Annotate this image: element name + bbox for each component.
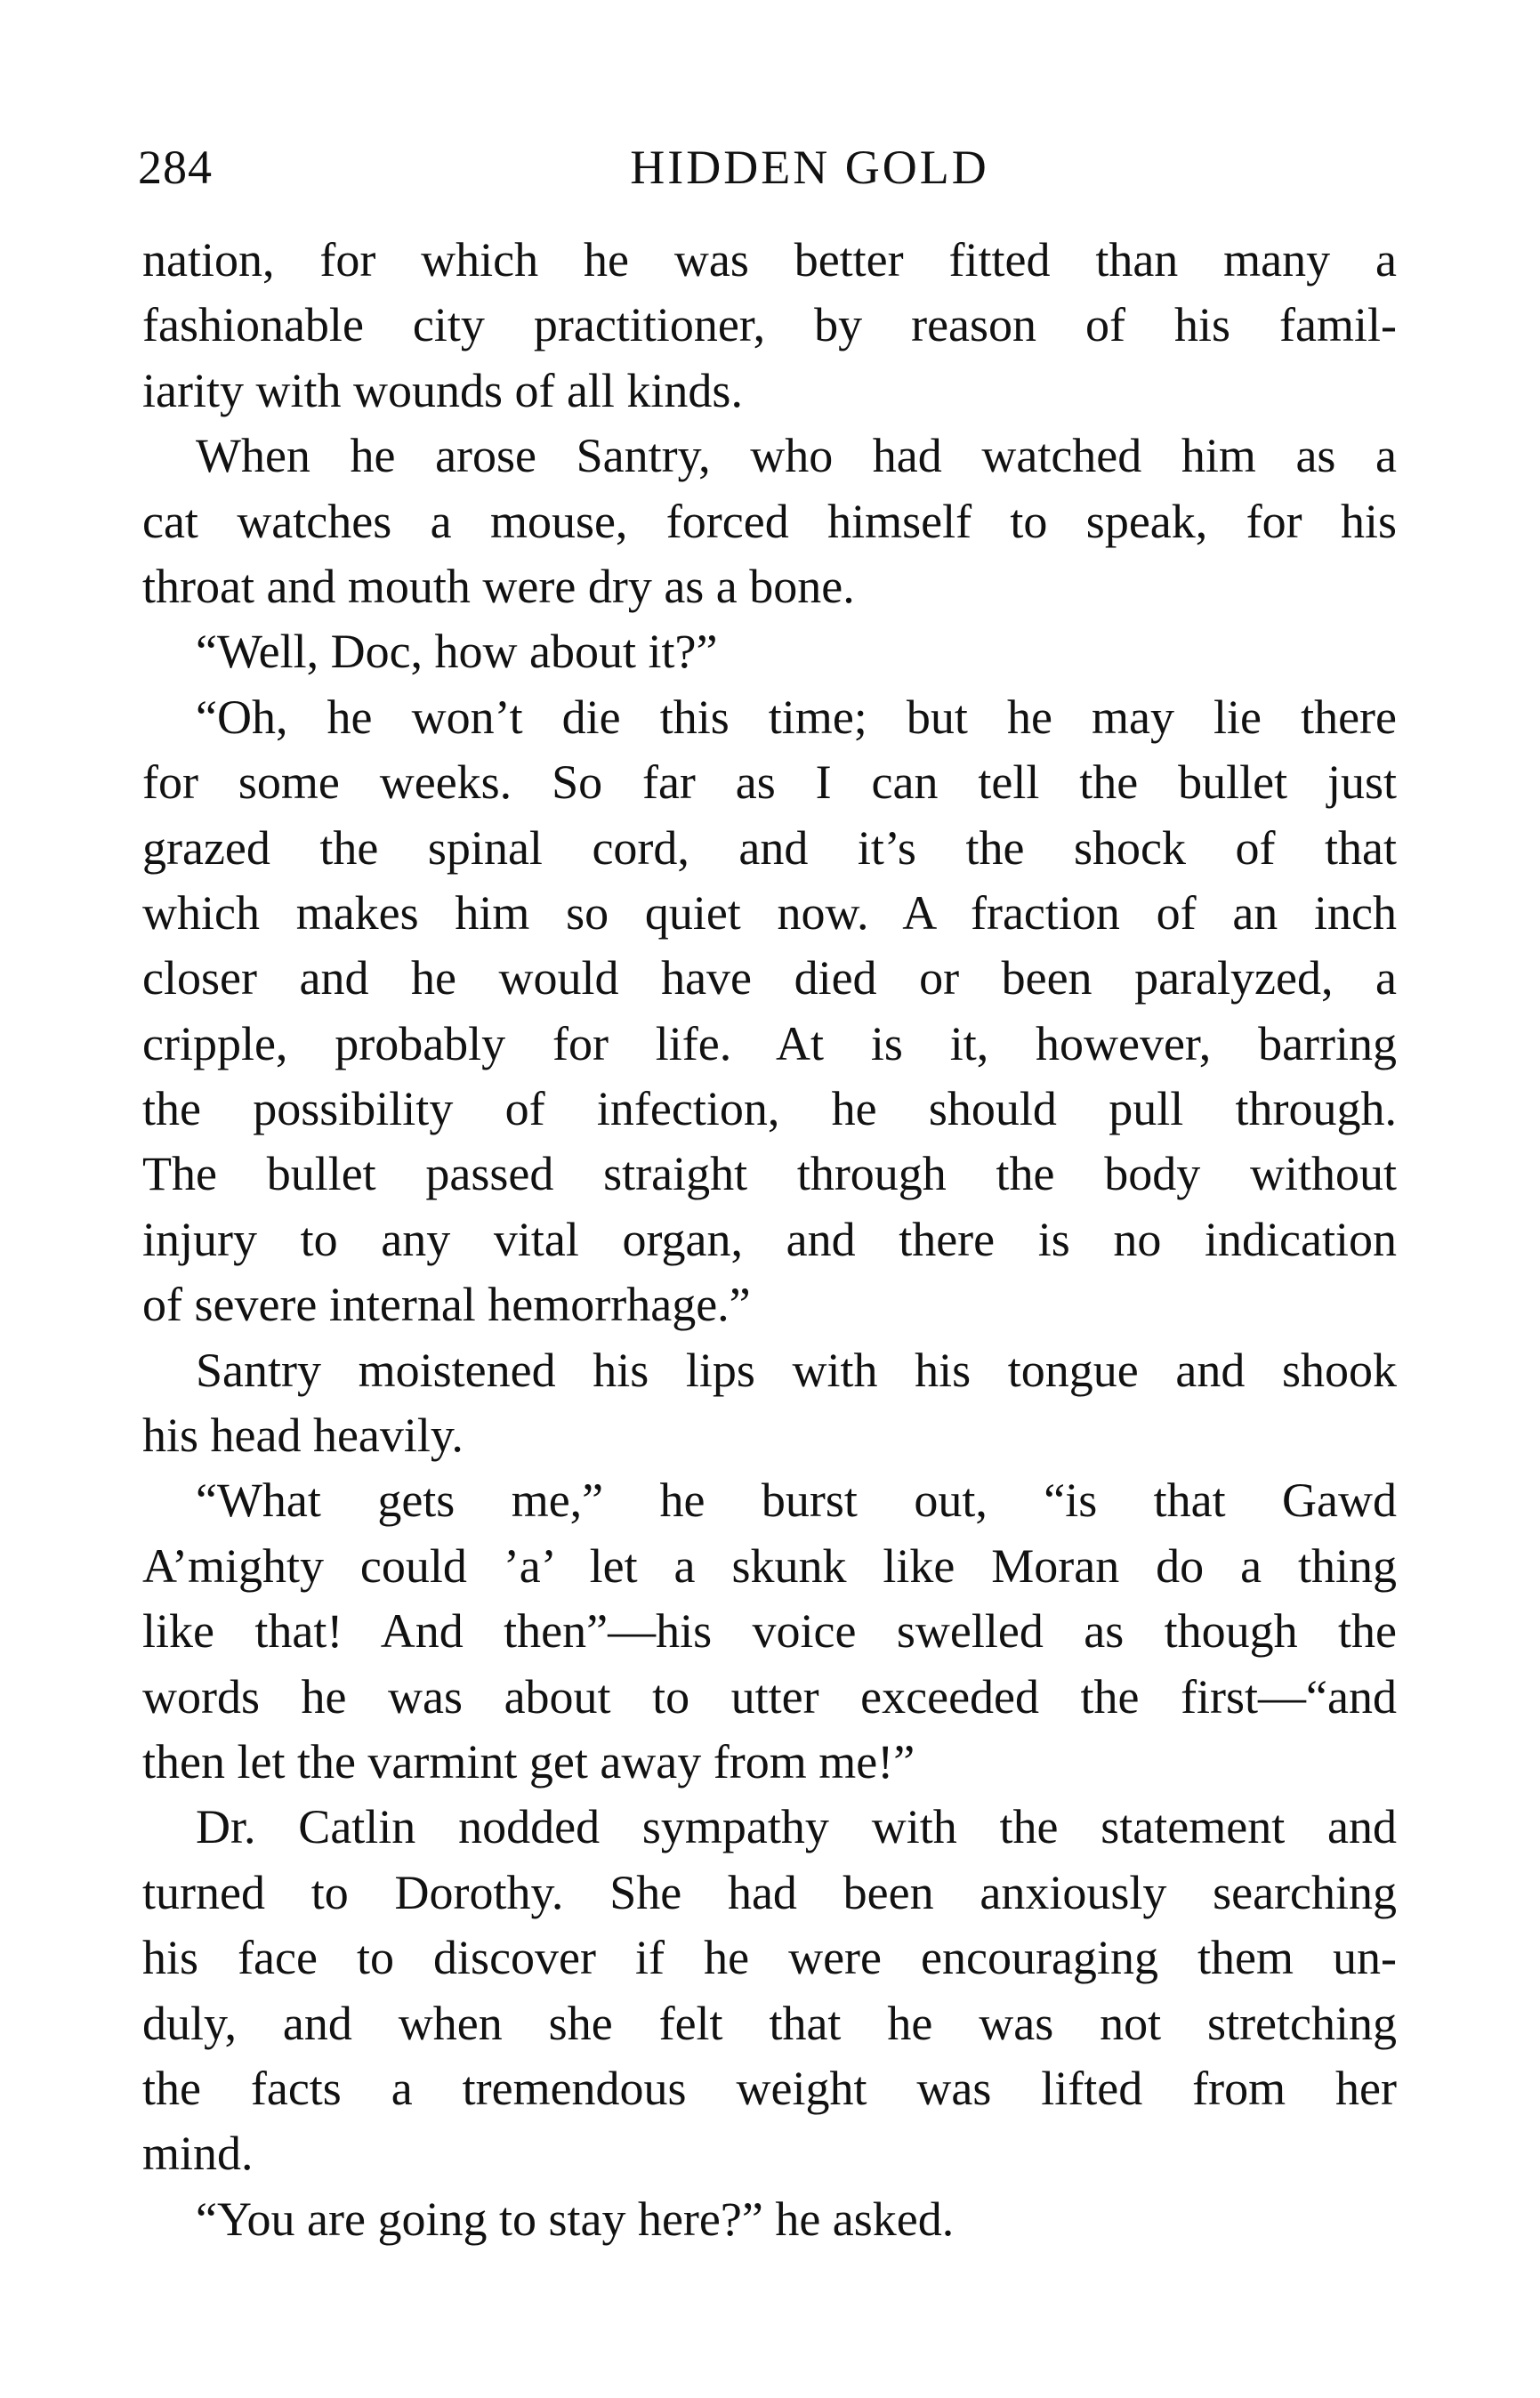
text-line: “Oh, he won’t die this time; but he may lie there (196, 690, 1397, 744)
text-line: of severe internal hemorrhage.” (142, 1278, 751, 1332)
text-line: Dr. Catlin nodded sympathy with the statement and (196, 1800, 1397, 1854)
page-header (138, 132, 1401, 203)
running-title: HIDDEN GOLD (630, 141, 989, 194)
text-line: turned to Dorothy. She had been anxiously searching (142, 1865, 1397, 1919)
text-line: injury to any vital organ, and there is no indication (142, 1212, 1397, 1266)
text-line: cat watches a mouse, forced himself to speak, for his (142, 494, 1397, 548)
text-line: fashionable city practitioner, by reason of his famil- (142, 298, 1397, 352)
text-line: throat and mouth were dry as a bone. (142, 559, 855, 613)
text-line: iarity with wounds of all kinds. (142, 363, 743, 417)
text-line: words he was about to utter exceeded the first—“and (142, 1669, 1397, 1724)
page-number: 284 (138, 141, 213, 194)
text-line: A’mighty could ’a’ let a skunk like Moran do a thing (142, 1538, 1397, 1593)
text-line: When he arose Santry, who had watched him as a (196, 429, 1397, 483)
text-line: Santry moistened his lips with his tongue and shook (196, 1343, 1397, 1397)
text-line: duly, and when she felt that he was not stretching (142, 1996, 1397, 2050)
text-line: grazed the spinal cord, and it’s the shock of that (142, 820, 1397, 875)
text-line: the possibility of infection, he should pull through. (142, 1082, 1397, 1136)
text-line: “Well, Doc, how about it?” (196, 625, 718, 679)
text-line: then let the varmint get away from me!” (142, 1734, 915, 1788)
text-line: mind. (142, 2127, 254, 2181)
text-line: his head heavily. (142, 1409, 464, 1463)
text-line: “You are going to stay here?” he asked. (196, 2192, 955, 2246)
text-line: closer and he would have died or been paralyzed, a (142, 951, 1397, 1005)
text-line: the facts a tremendous weight was lifted from her (142, 2061, 1397, 2115)
text-line: cripple, probably for life. At is it, however, barring (142, 1016, 1397, 1070)
text-line: “What gets me,” he burst out, “is that Gawd (196, 1474, 1397, 1528)
text-line: which makes him so quiet now. A fraction of an inch (142, 885, 1397, 940)
text-line: for some weeks. So far as I can tell the bullet just (142, 755, 1397, 810)
text-line: his face to discover if he were encouraging them un- (142, 1931, 1397, 1985)
text-line: The bullet passed straight through the body without (142, 1147, 1397, 1201)
body-text (142, 228, 1397, 2252)
text-line: like that! And then”—his voice swelled as though the (142, 1604, 1397, 1659)
text-line: nation, for which he was better fitted than many a (142, 233, 1397, 287)
